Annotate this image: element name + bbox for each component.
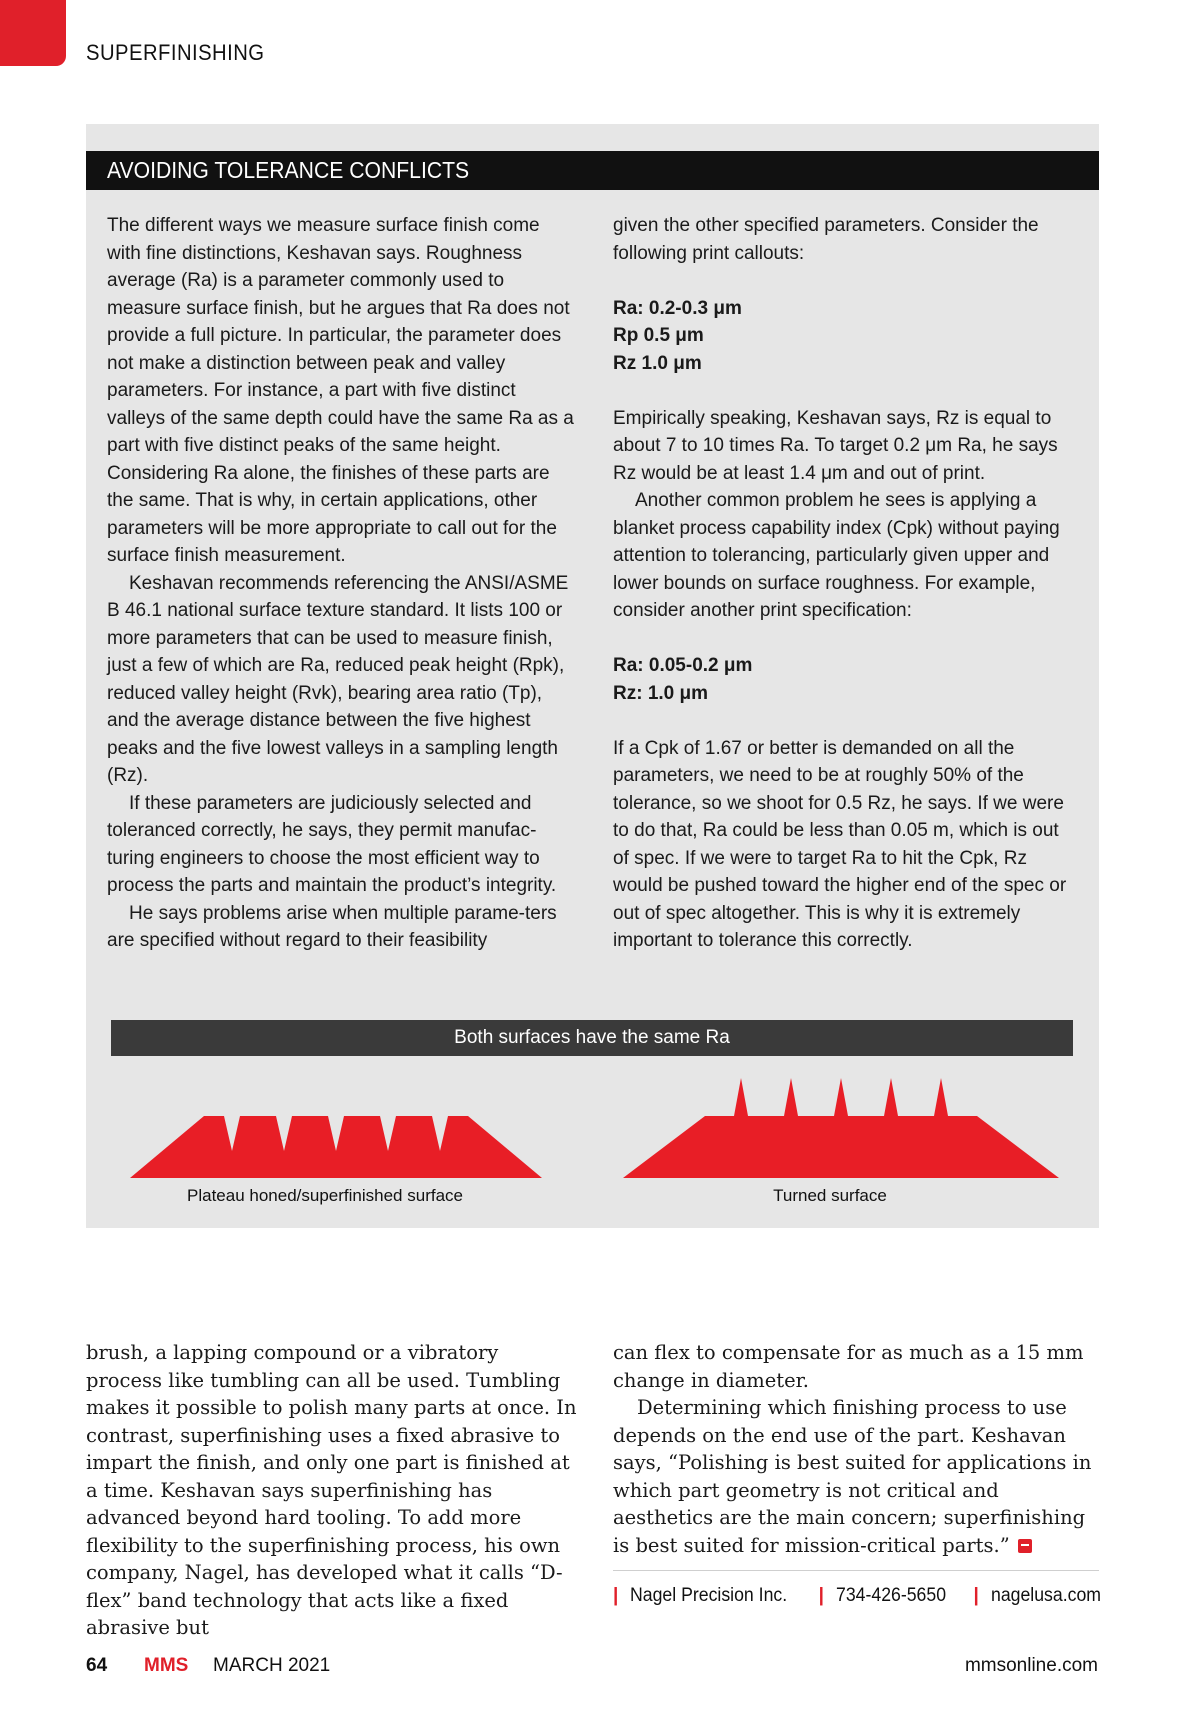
callout-line: Ra: 0.05-0.2 μm xyxy=(613,655,753,676)
separator-icon: | xyxy=(613,1585,619,1606)
body-paragraph: can flex to compensate for as much as a 15 mm change in diameter. xyxy=(613,1341,1084,1392)
turned-surface-profile xyxy=(623,1078,1059,1178)
contact-divider xyxy=(613,1570,1099,1571)
right-diagram-caption: Turned surface xyxy=(773,1186,887,1205)
body-paragraph-text: Determining which finishing process to use depends on the end use of the part. Keshavan says, “Polishing is best suited for applications in which part geometry is not critical and aesthetics are the main concern; superfinishing is best suited for mission-critical parts.” xyxy=(613,1396,1092,1557)
sidebar-paragraph: Keshavan recommends referencing the ANSI/ASME B 46.1 national surface texture standard. It lists 100 or more parameters that can be used to measure finish, just a few of which are Ra, reduced peak height (Rpk), reduced valley height (Rvk), bearing area ratio (Tp), and the average distance between the five highest peaks and the five lowest valleys in a sampling length (Rz). xyxy=(107,572,569,786)
callout-line: Rz 1.0 μm xyxy=(613,352,702,374)
sidebar-paragraph: He says problems arise when multiple parame-ters are specified without regard to their feasibility xyxy=(107,902,557,951)
separator-icon: | xyxy=(973,1585,979,1606)
body-left-column xyxy=(86,1339,578,1642)
plateau-surface-profile xyxy=(130,1116,542,1178)
company-website-link[interactable]: nagelusa.com xyxy=(990,1585,1101,1606)
end-of-article-icon xyxy=(1018,1539,1032,1553)
magazine-name: MMS xyxy=(144,1655,189,1676)
sidebar-box xyxy=(86,124,1099,1228)
sidebar-paragraph: If these parameters are judiciously selected and toleranced correctly, he says, they permit manufac-turing engineers to choose the most efficient way to process the parts and maintain the product’s integrity. xyxy=(107,792,557,896)
diagram-title: Both surfaces have the same Ra xyxy=(111,1020,1073,1056)
sidebar-right-column xyxy=(613,212,1079,955)
phone-number: 734-426-5650 xyxy=(835,1585,946,1606)
sidebar-paragraph: Empirically speaking, Keshavan says, Rz is equal to about 7 to 10 times Ra. To target 0.2 μm Ra, he says Rz would be at least 1.4 μm and out of print. xyxy=(613,407,1058,484)
callout-line: Ra: 0.2-0.3 μm xyxy=(613,297,742,319)
separator-icon: | xyxy=(818,1585,824,1606)
contact-bar xyxy=(613,1585,1123,1607)
body-paragraph: brush, a lapping compound or a vibratory process like tumbling can all be used. Tumbling makes it possible to polish many parts at once. In contrast, superfinishing uses a fixed abrasive to impart the finish, and only one part is finished at a time. Keshavan says superfinishing has advanced beyond hard tooling. To add more flexibility to the superfinishing process, his own company, Nagel, has developed what it calls “D-flex” band technology that acts like a fixed abrasive but xyxy=(86,1341,577,1639)
sidebar-paragraph: Another common problem he sees is applying a blanket process capability index (Cpk) without paying attention to tolerancing, particularly given upper and lower bounds on surface roughness. For example, consider another print specification: xyxy=(613,490,1060,621)
issue-date: MARCH 2021 xyxy=(213,1655,331,1676)
surface-profile-diagram xyxy=(86,1064,1099,1184)
sidebar-paragraph: If a Cpk of 1.67 or better is demanded on all the parameters, we need to be at roughly 50% of the tolerance, so we shoot for 0.5 Rz, he says. If we were to do that, Ra could be less than 0.05 m, which is out of spec. If we were to target Ra to hit the Cpk, Rz would be pushed toward the higher end of the spec or out of spec altogether. This is why it is extremely important to tolerance this correctly. xyxy=(613,737,1067,951)
footer-website-link[interactable]: mmsonline.com xyxy=(964,1655,1098,1676)
callout-line: Rz: 1.0 μm xyxy=(613,682,709,704)
section-label: SUPERFINISHING xyxy=(86,40,265,65)
page-number: 64 xyxy=(86,1655,108,1676)
corner-tab xyxy=(0,0,66,66)
sidebar-left-column xyxy=(107,212,577,955)
company-name: Nagel Precision Inc. xyxy=(630,1585,788,1606)
sidebar-paragraph: given the other specified parameters. Consider the following print callouts: xyxy=(613,215,1039,264)
sidebar-paragraph: The different ways we measure surface finish come with fine distinctions, Keshavan says. Roughness average (Ra) is a parameter commonly used to measure surface finish, but he argues that Ra does not provide a full picture. In particular, the parameter does not make a distinction between peak and valley parameters. For instance, a part with five distinct valleys of the same depth could have the same Ra as a part with five distinct peaks of the same height. Considering Ra alone, the finishes of these parts are the same. That is why, in certain applications, other parameters will be more appropriate to call out for the surface finish measurement. xyxy=(107,215,574,566)
body-right-column xyxy=(613,1339,1103,1559)
sidebar-title-text: AVOIDING TOLERANCE CONFLICTS xyxy=(107,157,470,183)
left-diagram-caption: Plateau honed/superfinished surface xyxy=(187,1186,463,1205)
callout-line: Rp 0.5 μm xyxy=(613,325,704,346)
sidebar-title xyxy=(86,151,1099,190)
body-paragraph xyxy=(613,1394,1103,1559)
